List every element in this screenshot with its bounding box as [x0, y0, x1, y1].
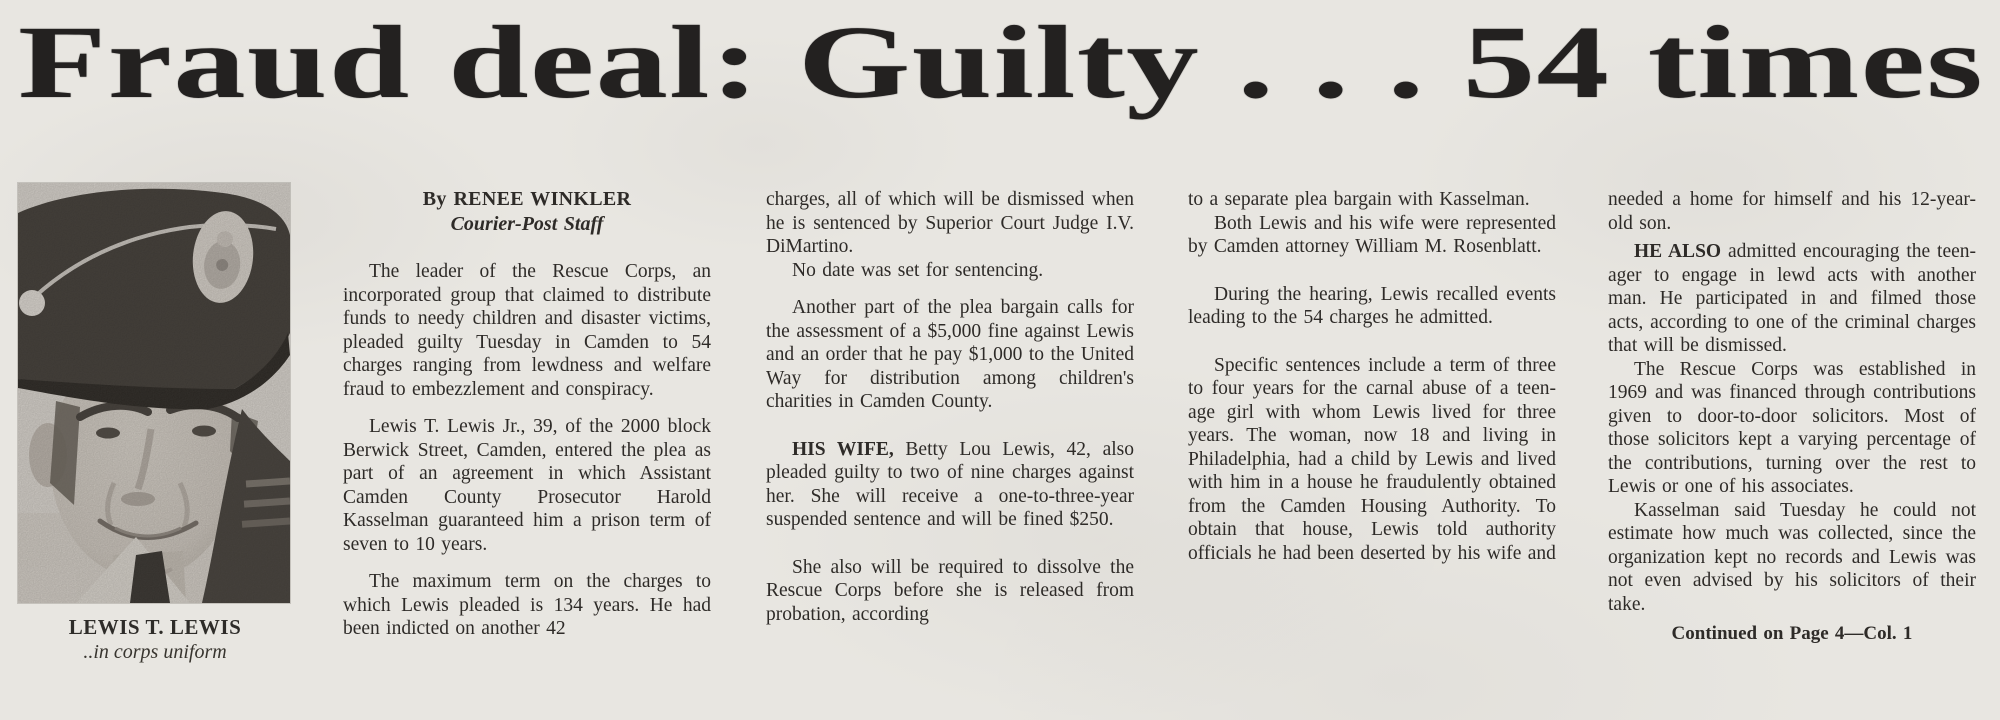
headline: Fraud deal: Guilty . . . 54 times: [18, 5, 1984, 120]
paragraph: She also will be required to dissolve the Rescue Corps before she is released from probation, according: [766, 556, 1134, 625]
article-column-1: [343, 188, 711, 716]
article-column-4: [1608, 188, 1976, 716]
column-1-paragraphs: [343, 260, 711, 641]
paragraph: needed a home for himself and his 12-year-old son.: [1608, 189, 1976, 234]
man-in-corps-uniform-illustration: [18, 183, 290, 603]
paragraph: No date was set for sentencing.: [792, 259, 1044, 281]
paragraph: Another part of the plea bargain calls for the assessment of a $5,000 fine against Lewis and an order that he pay $1,000 to the United Way for distribution among children's charities in Camden County.: [766, 297, 1134, 412]
bold-lead-in: HIS WIFE,: [792, 438, 894, 460]
photo-caption: [18, 615, 292, 664]
paragraph: Kasselman said Tuesday he could not estimate how much was collected, since the organization kept no records and Lewis was not even advised by his solicitors of their take.: [1608, 499, 1976, 615]
paragraph: to a separate plea bargain with Kasselman.: [1188, 189, 1530, 210]
column-2-paragraphs: [766, 188, 1134, 626]
column-3-paragraphs: [1188, 188, 1556, 565]
paragraph: Both Lewis and his wife were represented by Camden attorney William M. Rosenblatt.: [1188, 212, 1556, 257]
paragraph: Lewis T. Lewis Jr., 39, of the 2000 block Berwick Street, Camden, entered the plea as part of an agreement in which Assistant Camden County Prosecutor Harold Kasselman guaranteed him a prison term of seven to 10 years.: [343, 416, 711, 555]
byline-author: By RENEE WINKLER: [422, 188, 632, 210]
column-4-paragraphs: [1608, 188, 1976, 646]
bold-lead-in: HE ALSO: [1634, 241, 1722, 262]
photo-caption-name: LEWIS T. LEWIS: [68, 615, 242, 639]
photo-caption-subtitle: ..in corps uniform: [83, 641, 227, 663]
byline: [343, 188, 711, 236]
paragraph: The leader of the Rescue Corps, an incorporated group that claimed to distribute funds to needy children and disaster victims, pleaded guilty Tuesday in Camden to 54 charges ranging from lewdness and welfare fraud to embezzlement and conspiracy.: [343, 261, 711, 400]
photo-block: [18, 183, 292, 664]
paragraph: HIS WIFE, Betty Lou Lewis, 42, also pleaded guilty to two of nine charges against her. She will receive a one-to-three-year suspended sentence and will be fined $250.: [766, 438, 1134, 530]
paragraph: Specific sentences include a term of three to four years for the carnal abuse of a teen-age girl with whom Lewis lived for three years. The woman, now 18 and living in Philadelphia, had a child by Lewis and lived with him in a house he fraudulently obtained from the Camden Housing Authority. To obtain that house, Lewis told authority officials he had been deserted by his wife and: [1188, 354, 1556, 564]
paragraph: charges, all of which will be dismissed when he is sentenced by Superior Court Judge I.V. DiMartino.: [766, 189, 1134, 257]
article-column-3: [1188, 188, 1556, 716]
article-column-2: [766, 188, 1134, 716]
paragraph: The maximum term on the charges to which Lewis pleaded is 134 years. He had been indicted on another 42: [343, 571, 711, 639]
paragraph: HE ALSO admitted encouraging the teen-ager to engage in lewd acts with another man. He participated in and filmed those acts, according to one of the criminal charges that will be dismissed.: [1608, 241, 1976, 356]
lewis-photo: [18, 183, 290, 603]
byline-organization: Courier-Post Staff: [450, 212, 604, 235]
paragraph: The Rescue Corps was established in 1969 and was financed through contributions given to door-to-door solicitors. Most of those solicitors kept a varying percentage of the contributions, turning over the rest to Lewis or one of his associates.: [1608, 358, 1976, 497]
paragraph: Continued on Page 4—Col. 1: [1671, 623, 1913, 644]
paragraph: During the hearing, Lewis recalled events leading to the 54 charges he admitted.: [1188, 283, 1556, 328]
